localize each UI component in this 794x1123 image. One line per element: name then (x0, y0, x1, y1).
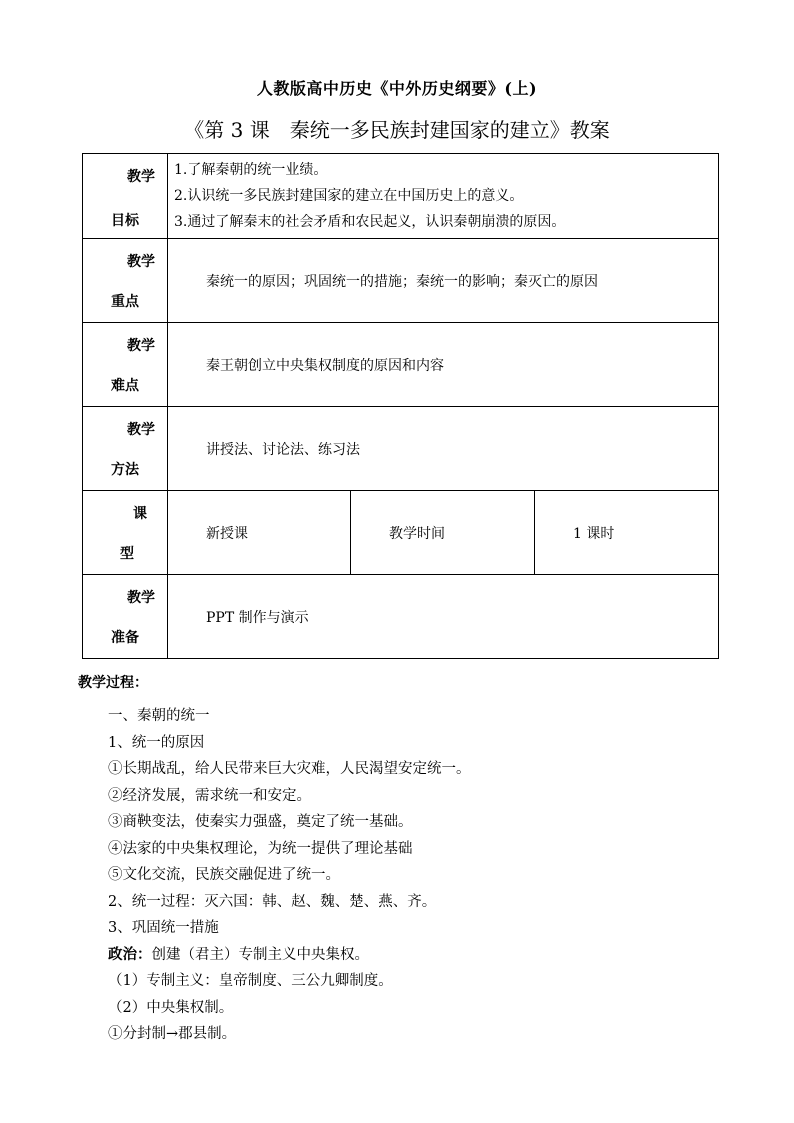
difficulties-label-2: 难点 (111, 378, 139, 394)
goals-row (83, 154, 719, 239)
key-points-label (83, 239, 168, 323)
goal-item: 2.认识统一多民族封建国家的建立在中国历史上的意义。 (174, 188, 524, 204)
politics-text: 创建（君主）专制主义中央集权。 (151, 946, 369, 963)
politics-line (108, 942, 728, 969)
preparation-label (83, 575, 168, 659)
difficulties-label (83, 323, 168, 407)
preparation-value: PPT 制作与演示 (168, 575, 719, 659)
process-line: 2、统一过程：灭六国：韩、赵、魏、楚、燕、齐。 (108, 893, 437, 910)
lesson-type-value: 新授课 (168, 491, 351, 575)
lesson-type-label-1: 课 (133, 506, 147, 522)
methods-label-2: 方法 (111, 462, 139, 478)
methods-label-1: 教学 (127, 422, 155, 438)
goals-label-2: 目标 (111, 213, 139, 229)
process-line: 1、统一的原因 (108, 734, 205, 751)
preparation-row (83, 575, 719, 659)
process-line: ④法家的中央集权理论，为统一提供了理论基础 (108, 840, 413, 857)
teaching-time-label: 教学时间 (351, 491, 535, 575)
methods-label (83, 407, 168, 491)
lesson-plan-table (82, 153, 719, 659)
process-line: 一、秦朝的统一 (108, 708, 210, 724)
key-points-label-1: 教学 (127, 254, 155, 270)
difficulties-row (83, 323, 719, 407)
goals-content (168, 154, 719, 239)
lesson-title: 《第 3 课 秦统一多民族封建国家的建立》教案 (184, 118, 610, 142)
goal-item: 1.了解秦朝的统一业绩。 (174, 162, 328, 178)
process-sub-line: （1）专制主义：皇帝制度、三公九卿制度。 (108, 973, 393, 989)
preparation-label-2: 准备 (111, 630, 139, 646)
process-line: ②经济发展，需求统一和安定。 (108, 787, 311, 804)
process-line: ③商鞅变法，使秦实力强盛，奠定了统一基础。 (108, 814, 413, 830)
key-points-label-2: 重点 (111, 294, 139, 310)
key-points-row (83, 239, 719, 323)
lesson-type-row (83, 491, 719, 575)
process-sub-line: ①分封制→郡县制。 (108, 1026, 237, 1042)
goals-label (83, 154, 168, 239)
lesson-type-label (83, 491, 168, 575)
process-sub-line: （2）中央集权制。 (108, 999, 234, 1016)
process-heading: 教学过程： (78, 675, 148, 691)
process-content (108, 703, 728, 1048)
key-points-value: 秦统一的原因；巩固统一的措施；秦统一的影响；秦灭亡的原因 (168, 239, 719, 323)
difficulties-label-1: 教学 (127, 338, 155, 354)
process-line: ⑤文化交流，民族交融促进了统一。 (108, 867, 340, 883)
process-line: ①长期战乱，给人民带来巨大灾难，人民渴望安定统一。 (108, 761, 471, 777)
methods-row (83, 407, 719, 491)
goals-label-1: 教学 (127, 169, 155, 185)
politics-lead: 政治： (108, 945, 152, 963)
methods-value: 讲授法、讨论法、练习法 (168, 407, 719, 491)
teaching-time-value: 1 课时 (535, 491, 719, 575)
process-line: 3、巩固统一措施 (108, 920, 219, 936)
goal-item: 3.通过了解秦末的社会矛盾和农民起义，认识秦朝崩溃的原因。 (174, 214, 566, 230)
difficulties-value: 秦王朝创立中央集权制度的原因和内容 (168, 323, 719, 407)
preparation-label-1: 教学 (127, 590, 155, 606)
lesson-type-label-2: 型 (120, 546, 134, 562)
document-title: 人教版高中历史《中外历史纲要》(上) (256, 79, 538, 98)
